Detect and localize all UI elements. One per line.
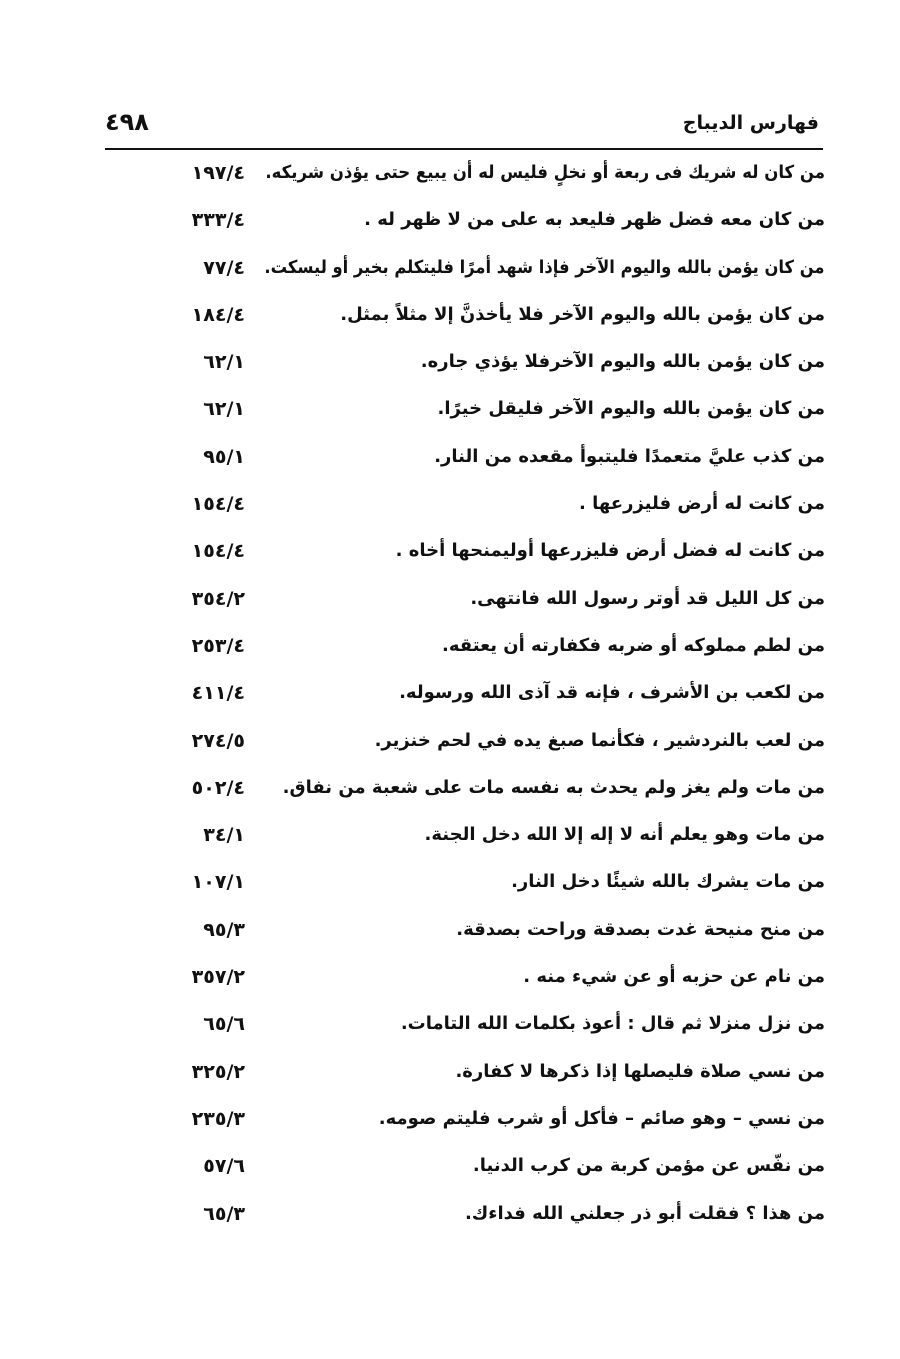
entry-text: من هذا ؟ فقلت أبو ذر جعلني الله فداءك. bbox=[464, 1202, 825, 1224]
entry-text: من نسي – وهو صائم – فأكل أو شرب فليتم صومه. bbox=[378, 1107, 825, 1129]
index-entry bbox=[150, 915, 825, 962]
entry-reference: ٦٥/٣ bbox=[203, 1202, 245, 1225]
index-entry bbox=[150, 1199, 825, 1246]
entry-text: من مات وهو يعلم أنه لا إله إلا الله دخل الجنة. bbox=[424, 824, 825, 846]
entry-text: من مات يشرك بالله شيئًا دخل النار. bbox=[511, 871, 825, 893]
index-entry bbox=[150, 1151, 825, 1198]
entry-text: من كانت له أرض فليزرعها . bbox=[579, 493, 825, 515]
index-entry bbox=[150, 773, 825, 820]
running-title: فهارس الديباج bbox=[682, 112, 819, 134]
entry-reference: ٣٥٤/٢ bbox=[191, 587, 245, 610]
entry-text: من لطم مملوكه أو ضربه فكفارته أن يعتقه. bbox=[442, 634, 825, 656]
entry-reference: ٣٥٧/٢ bbox=[191, 966, 245, 989]
entry-reference: ٢٥٣/٤ bbox=[191, 634, 245, 657]
entry-reference: ٣٢٥/٢ bbox=[191, 1060, 245, 1083]
entry-reference: ٦٢/١ bbox=[203, 398, 245, 421]
index-entry bbox=[150, 253, 825, 300]
index-entry bbox=[150, 867, 825, 914]
index-entry bbox=[150, 158, 825, 205]
entry-reference: ١٨٤/٤ bbox=[191, 303, 245, 326]
entry-text: من كانت له فضل أرض فليزرعها أوليمنحها أخاه . bbox=[395, 540, 825, 562]
page-header bbox=[105, 106, 823, 146]
index-entry bbox=[150, 1057, 825, 1104]
entry-text: من كان له شريك فى ربعة أو نخلٍ فليس له أن يبيع حتى يؤذن شريكه. bbox=[265, 162, 825, 183]
entry-reference: ١٥٤/٤ bbox=[191, 493, 245, 516]
entry-reference: ٣٣٣/٤ bbox=[191, 209, 245, 232]
entry-text: من كان يؤمن بالله واليوم الآخر فليقل خيرًا. bbox=[437, 398, 825, 420]
entry-reference: ٧٧/٤ bbox=[203, 256, 245, 279]
index-entry bbox=[150, 726, 825, 773]
index-entry bbox=[150, 1104, 825, 1151]
entry-text: من نام عن حزبه أو عن شيء منه . bbox=[523, 966, 825, 988]
entry-reference: ٦٥/٦ bbox=[203, 1013, 245, 1036]
entry-reference: ٢٧٤/٥ bbox=[191, 729, 245, 752]
entry-reference: ١٠٧/١ bbox=[191, 871, 245, 894]
entry-text: من نسي صلاة فليصلها إذا ذكرها لا كفارة. bbox=[455, 1060, 825, 1082]
entry-text: من منح منيحة غدت بصدقة وراحت بصدقة. bbox=[456, 918, 825, 940]
entry-text: من لكعب بن الأشرف ، فإنه قد آذى الله ورسوله. bbox=[399, 682, 825, 704]
entry-reference: ٦٢/١ bbox=[203, 351, 245, 374]
header-divider bbox=[105, 148, 823, 150]
entry-reference: ٩٥/١ bbox=[203, 445, 245, 468]
entry-text: من كان يؤمن بالله واليوم الآخر فإذا شهد أمرًا فليتكلم بخير أو ليسكت. bbox=[264, 256, 825, 278]
index-entry bbox=[150, 536, 825, 583]
entry-reference: ٥٧/٦ bbox=[203, 1155, 245, 1178]
entry-reference: ٢٣٥/٣ bbox=[191, 1107, 245, 1130]
index-entry bbox=[150, 300, 825, 347]
entry-text: من كل الليل قد أوتر رسول الله فانتهى. bbox=[470, 587, 825, 609]
index-entry bbox=[150, 820, 825, 867]
entry-text: من كذب عليَّ متعمدًا فليتبوأ مقعده من النار. bbox=[434, 445, 825, 467]
entry-reference: ٩٥/٣ bbox=[203, 918, 245, 941]
entry-text: من نفّس عن مؤمن كربة من كرب الدنيا. bbox=[472, 1155, 825, 1177]
entry-text: من كان معه فضل ظهر فليعد به على من لا ظهر له . bbox=[364, 209, 825, 231]
index-entry bbox=[150, 347, 825, 394]
index-entry bbox=[150, 584, 825, 631]
index-entry bbox=[150, 678, 825, 725]
index-entry bbox=[150, 962, 825, 1009]
index-entry bbox=[150, 1009, 825, 1056]
entry-text: من كان يؤمن بالله واليوم الآخر فلا يأخذنَّ إلا مثلاً بمثل. bbox=[340, 303, 825, 325]
index-entry bbox=[150, 442, 825, 489]
entry-reference: ٣٤/١ bbox=[203, 824, 245, 847]
entry-text: من مات ولم يغز ولم يحدث به نفسه مات على شعبة من نفاق. bbox=[282, 776, 825, 798]
entry-reference: ١٥٤/٤ bbox=[191, 540, 245, 563]
index-entry bbox=[150, 631, 825, 678]
page-number: ٤٩٨ bbox=[105, 108, 149, 136]
index-entry bbox=[150, 394, 825, 441]
entry-reference: ٤١١/٤ bbox=[191, 682, 245, 705]
entry-reference: ٥٠٢/٤ bbox=[191, 776, 245, 799]
index-entry bbox=[150, 489, 825, 536]
index-entry bbox=[150, 205, 825, 252]
entry-reference: ١٩٧/٤ bbox=[191, 162, 245, 184]
entry-text: من كان يؤمن بالله واليوم الآخرفلا يؤذي جاره. bbox=[420, 351, 825, 373]
hadith-index-list bbox=[150, 158, 825, 1246]
entry-text: من لعب بالنردشير ، فكأنما صبغ يده في لحم خنزير. bbox=[374, 729, 825, 751]
entry-text: من نزل منزلا ثم قال : أعوذ بكلمات الله التامات. bbox=[400, 1013, 825, 1035]
